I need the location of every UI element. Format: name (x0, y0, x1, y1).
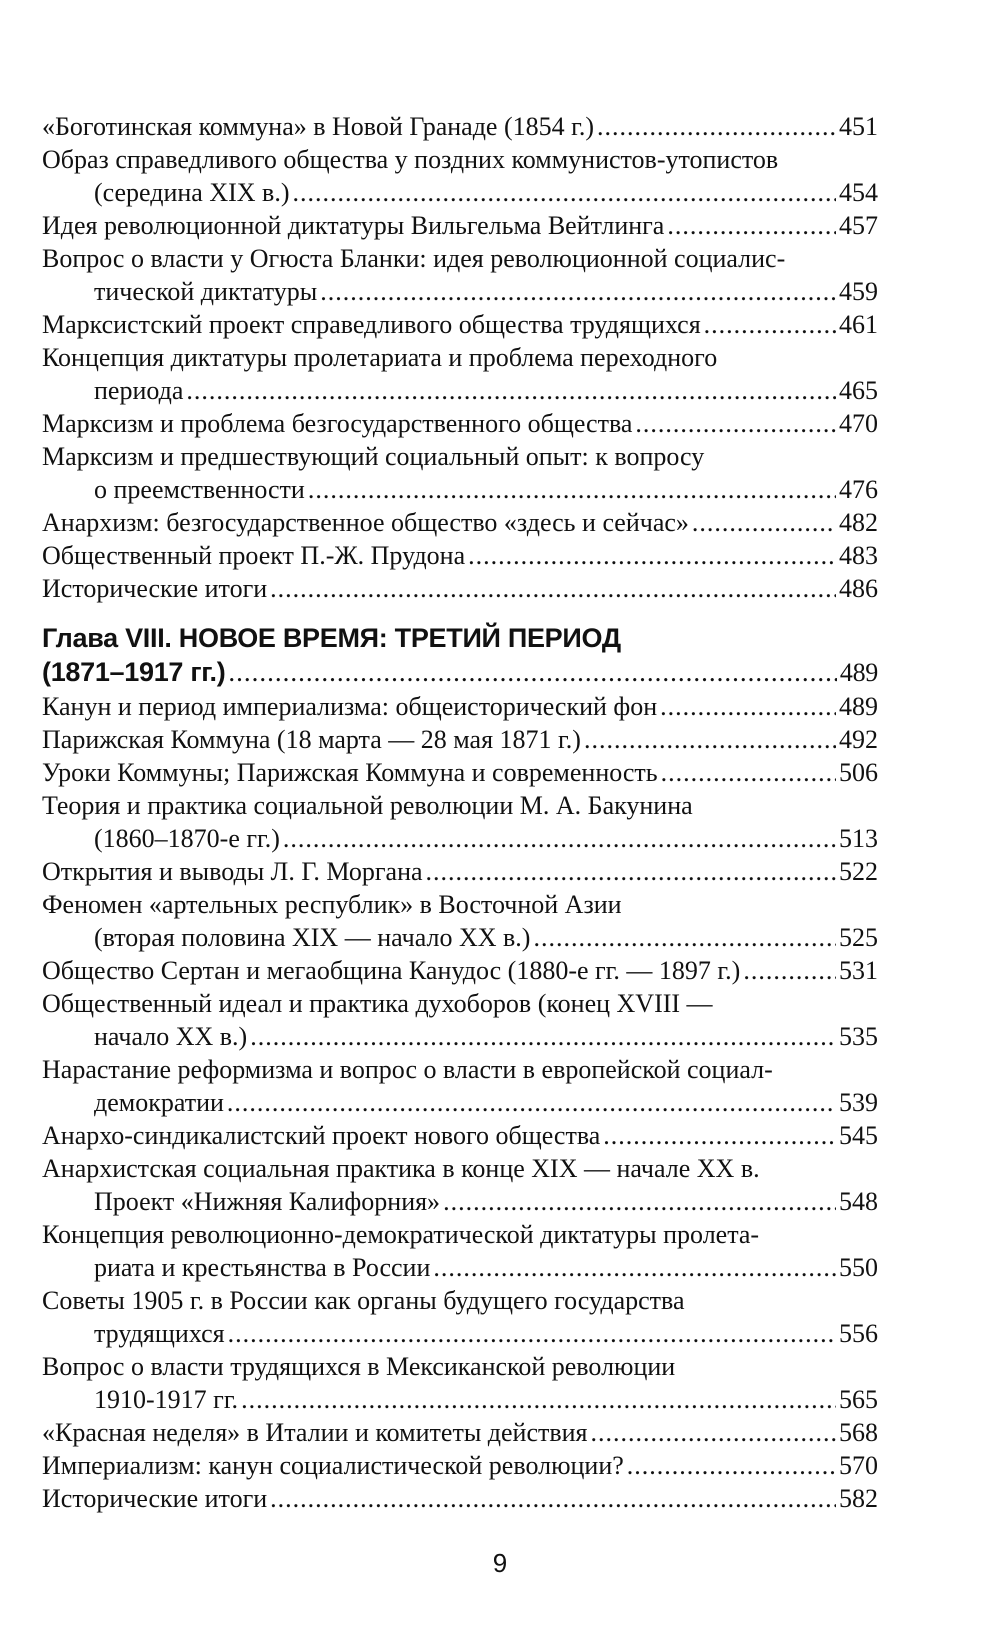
dot-leader (270, 572, 836, 605)
dot-leader (308, 473, 836, 506)
toc-entry-page: 548 (839, 1187, 878, 1216)
toc-entry-page: 525 (839, 923, 878, 952)
toc-entry-page: 486 (839, 574, 878, 603)
toc-entry (42, 209, 878, 242)
toc-entry (42, 888, 878, 954)
toc-entry-page: 513 (839, 824, 878, 853)
toc-entry-page: 531 (839, 956, 878, 985)
toc-entry-page: 489 (839, 658, 878, 687)
dot-leader (228, 1317, 836, 1350)
dot-leader (293, 176, 837, 209)
toc-entry-title: Идея революционной диктатуры Вильгельма Вейтлинга (42, 211, 665, 240)
toc-entry-title: Марксизм и предшествующий социальный опыт: к вопросу (42, 442, 705, 471)
toc-entry-title: Феномен «артельных республик» в Восточной Азии (42, 890, 622, 919)
toc-entry-title: Анархо-синдикалистский проект нового общества (42, 1121, 601, 1150)
toc-entry-title: Открытия и выводы Л. Г. Моргана (42, 857, 423, 886)
toc-entry-page: 570 (839, 1451, 878, 1480)
dot-leader (227, 1086, 836, 1119)
chapter-heading (42, 621, 878, 690)
toc-entry-page: 461 (839, 310, 878, 339)
toc-entry-title: Империализм: канун социалистической революции? (42, 1451, 624, 1480)
dot-leader (468, 539, 836, 572)
toc-entry (42, 1416, 878, 1449)
dot-leader (627, 1449, 836, 1482)
dot-leader (228, 655, 836, 689)
toc-entry-title: Общественный идеал и практика духоборов (конец XVIII — (42, 989, 713, 1018)
dot-leader (270, 1482, 836, 1515)
toc-entry-page: 465 (839, 376, 878, 405)
toc-entry (42, 407, 878, 440)
toc-entry-title: Анархизм: безгосударственное общество «здесь и сейчас» (42, 508, 689, 537)
toc-entry (42, 440, 878, 506)
dot-leader (584, 723, 836, 756)
toc-entry-title: Вопрос о власти трудящихся в Мексиканской революции (42, 1352, 676, 1381)
toc-entry-title: трудящихся (94, 1319, 225, 1348)
toc-entry-page: 470 (839, 409, 878, 438)
toc-entry-title: Глава VIII. НОВОЕ ВРЕМЯ: ТРЕТИЙ ПЕРИОД (42, 623, 621, 653)
toc-entry-page: 506 (839, 758, 878, 787)
toc-entry (42, 1284, 878, 1350)
toc-entry (42, 855, 878, 888)
toc-entry-title: Уроки Коммуны; Парижская Коммуна и современность (42, 758, 658, 787)
toc-entry (42, 756, 878, 789)
dot-leader (743, 954, 836, 987)
toc-entry-title: Общественный проект П.-Ж. Прудона (42, 541, 466, 570)
table-of-contents (42, 110, 878, 1515)
dot-leader (667, 209, 836, 242)
toc-entry-page: 539 (839, 1088, 878, 1117)
toc-entry (42, 690, 878, 723)
toc-entry-title: Исторические итоги (42, 1484, 268, 1513)
dot-leader (533, 921, 836, 954)
toc-entry-title: Канун и период империализма: общеисторический фон (42, 692, 658, 721)
toc-entry-title: Анархистская социальная практика в конце XIX — начале XX в. (42, 1154, 760, 1183)
toc-entry (42, 1053, 878, 1119)
toc-entry (42, 110, 878, 143)
toc-entry (42, 954, 878, 987)
toc-entry-page: 492 (839, 725, 878, 754)
toc-entry (42, 987, 878, 1053)
toc-entry-page: 568 (839, 1418, 878, 1447)
dot-leader (433, 1251, 836, 1284)
toc-entry-title: (1860–1870-е гг.) (94, 824, 280, 853)
toc-entry-page: 483 (839, 541, 878, 570)
dot-leader (692, 506, 836, 539)
toc-entry-title: «Красная неделя» в Италии и комитеты действия (42, 1418, 588, 1447)
dot-leader (250, 1020, 836, 1053)
toc-entry (42, 723, 878, 756)
dot-leader (661, 756, 836, 789)
dot-leader (283, 822, 836, 855)
toc-entry-page: 454 (839, 178, 878, 207)
toc-entry-title: Исторические итоги (42, 574, 268, 603)
toc-entry-page: 582 (839, 1484, 878, 1513)
toc-entry-title: Вопрос о власти у Огюста Бланки: идея революционной социалис- (42, 244, 786, 273)
dot-leader (635, 407, 836, 440)
toc-entry-page: 489 (839, 692, 878, 721)
toc-entry-title: Парижская Коммуна (18 марта — 28 мая 1871 г.) (42, 725, 581, 754)
toc-entry-page: 545 (839, 1121, 878, 1150)
dot-leader (320, 275, 836, 308)
toc-entry (42, 1449, 878, 1482)
toc-entry-page: 476 (839, 475, 878, 504)
toc-entry-title: Образ справедливого общества у поздних коммунистов-утопистов (42, 145, 779, 174)
toc-entry (42, 1482, 878, 1515)
toc-entry-title: (середина XIX в.) (94, 178, 290, 207)
toc-entry-title: (вторая половина XIX — начало XX в.) (94, 923, 531, 952)
toc-entry-page: 565 (839, 1385, 878, 1414)
toc-entry-title: «Боготинская коммуна» в Новой Гранаде (1854 г.) (42, 112, 595, 141)
dot-leader (591, 1416, 836, 1449)
dot-leader (186, 374, 836, 407)
toc-entry-title: 1910-1917 гг. (94, 1385, 239, 1414)
toc-entry-title: Концепция диктатуры пролетариата и проблема переходного (42, 343, 718, 372)
toc-entry-title: начало XX в.) (94, 1022, 248, 1051)
toc-entry-title: Марксизм и проблема безгосударственного общества (42, 409, 633, 438)
toc-entry (42, 789, 878, 855)
dot-leader (660, 690, 836, 723)
toc-entry-title: Нарастание реформизма и вопрос о власти в европейской социал- (42, 1055, 773, 1084)
toc-entry-page: 550 (839, 1253, 878, 1282)
toc-entry-page: 457 (839, 211, 878, 240)
toc-entry-page: 522 (839, 857, 878, 886)
dot-leader (597, 110, 836, 143)
toc-entry-title: Теория и практика социальной революции М. А. Бакунина (42, 791, 693, 820)
toc-entry-title: Общество Сертан и мегаобщина Канудос (1880-е гг. — 1897 г.) (42, 956, 741, 985)
toc-entry (42, 539, 878, 572)
toc-entry-title: периода (94, 376, 184, 405)
toc-entry-title: Концепция революционно-демократической диктатуры пролета- (42, 1220, 760, 1249)
toc-entry (42, 242, 878, 308)
dot-leader (443, 1185, 836, 1218)
toc-entry-page: 556 (839, 1319, 878, 1348)
toc-entry (42, 1350, 878, 1416)
dot-leader (603, 1119, 836, 1152)
toc-entry-title: риата и крестьянства в России (94, 1253, 431, 1282)
toc-entry (42, 341, 878, 407)
page-number: 9 (492, 1548, 508, 1578)
toc-entry-title: Проект «Нижняя Калифорния» (94, 1187, 441, 1216)
toc-entry-title: (1871–1917 гг.) (42, 657, 226, 687)
toc-entry (42, 143, 878, 209)
dot-leader (426, 855, 836, 888)
toc-entry-title: Советы 1905 г. в России как органы будущего государства (42, 1286, 685, 1315)
toc-entry (42, 1152, 878, 1218)
toc-entry-title: тической диктатуры (94, 277, 318, 306)
toc-entry-page: 451 (839, 112, 878, 141)
dot-leader (241, 1383, 836, 1416)
toc-entry-title: о преемственности (94, 475, 305, 504)
toc-entry-page: 482 (839, 508, 878, 537)
toc-entry (42, 572, 878, 605)
toc-entry (42, 506, 878, 539)
toc-entry-page: 459 (839, 277, 878, 306)
toc-entry (42, 308, 878, 341)
toc-entry-page: 535 (839, 1022, 878, 1051)
toc-entry-title: демократии (94, 1088, 224, 1117)
toc-entry (42, 1119, 878, 1152)
toc-entry (42, 1218, 878, 1284)
dot-leader (704, 308, 836, 341)
toc-entry-title: Марксистский проект справедливого общества трудящихся (42, 310, 701, 339)
